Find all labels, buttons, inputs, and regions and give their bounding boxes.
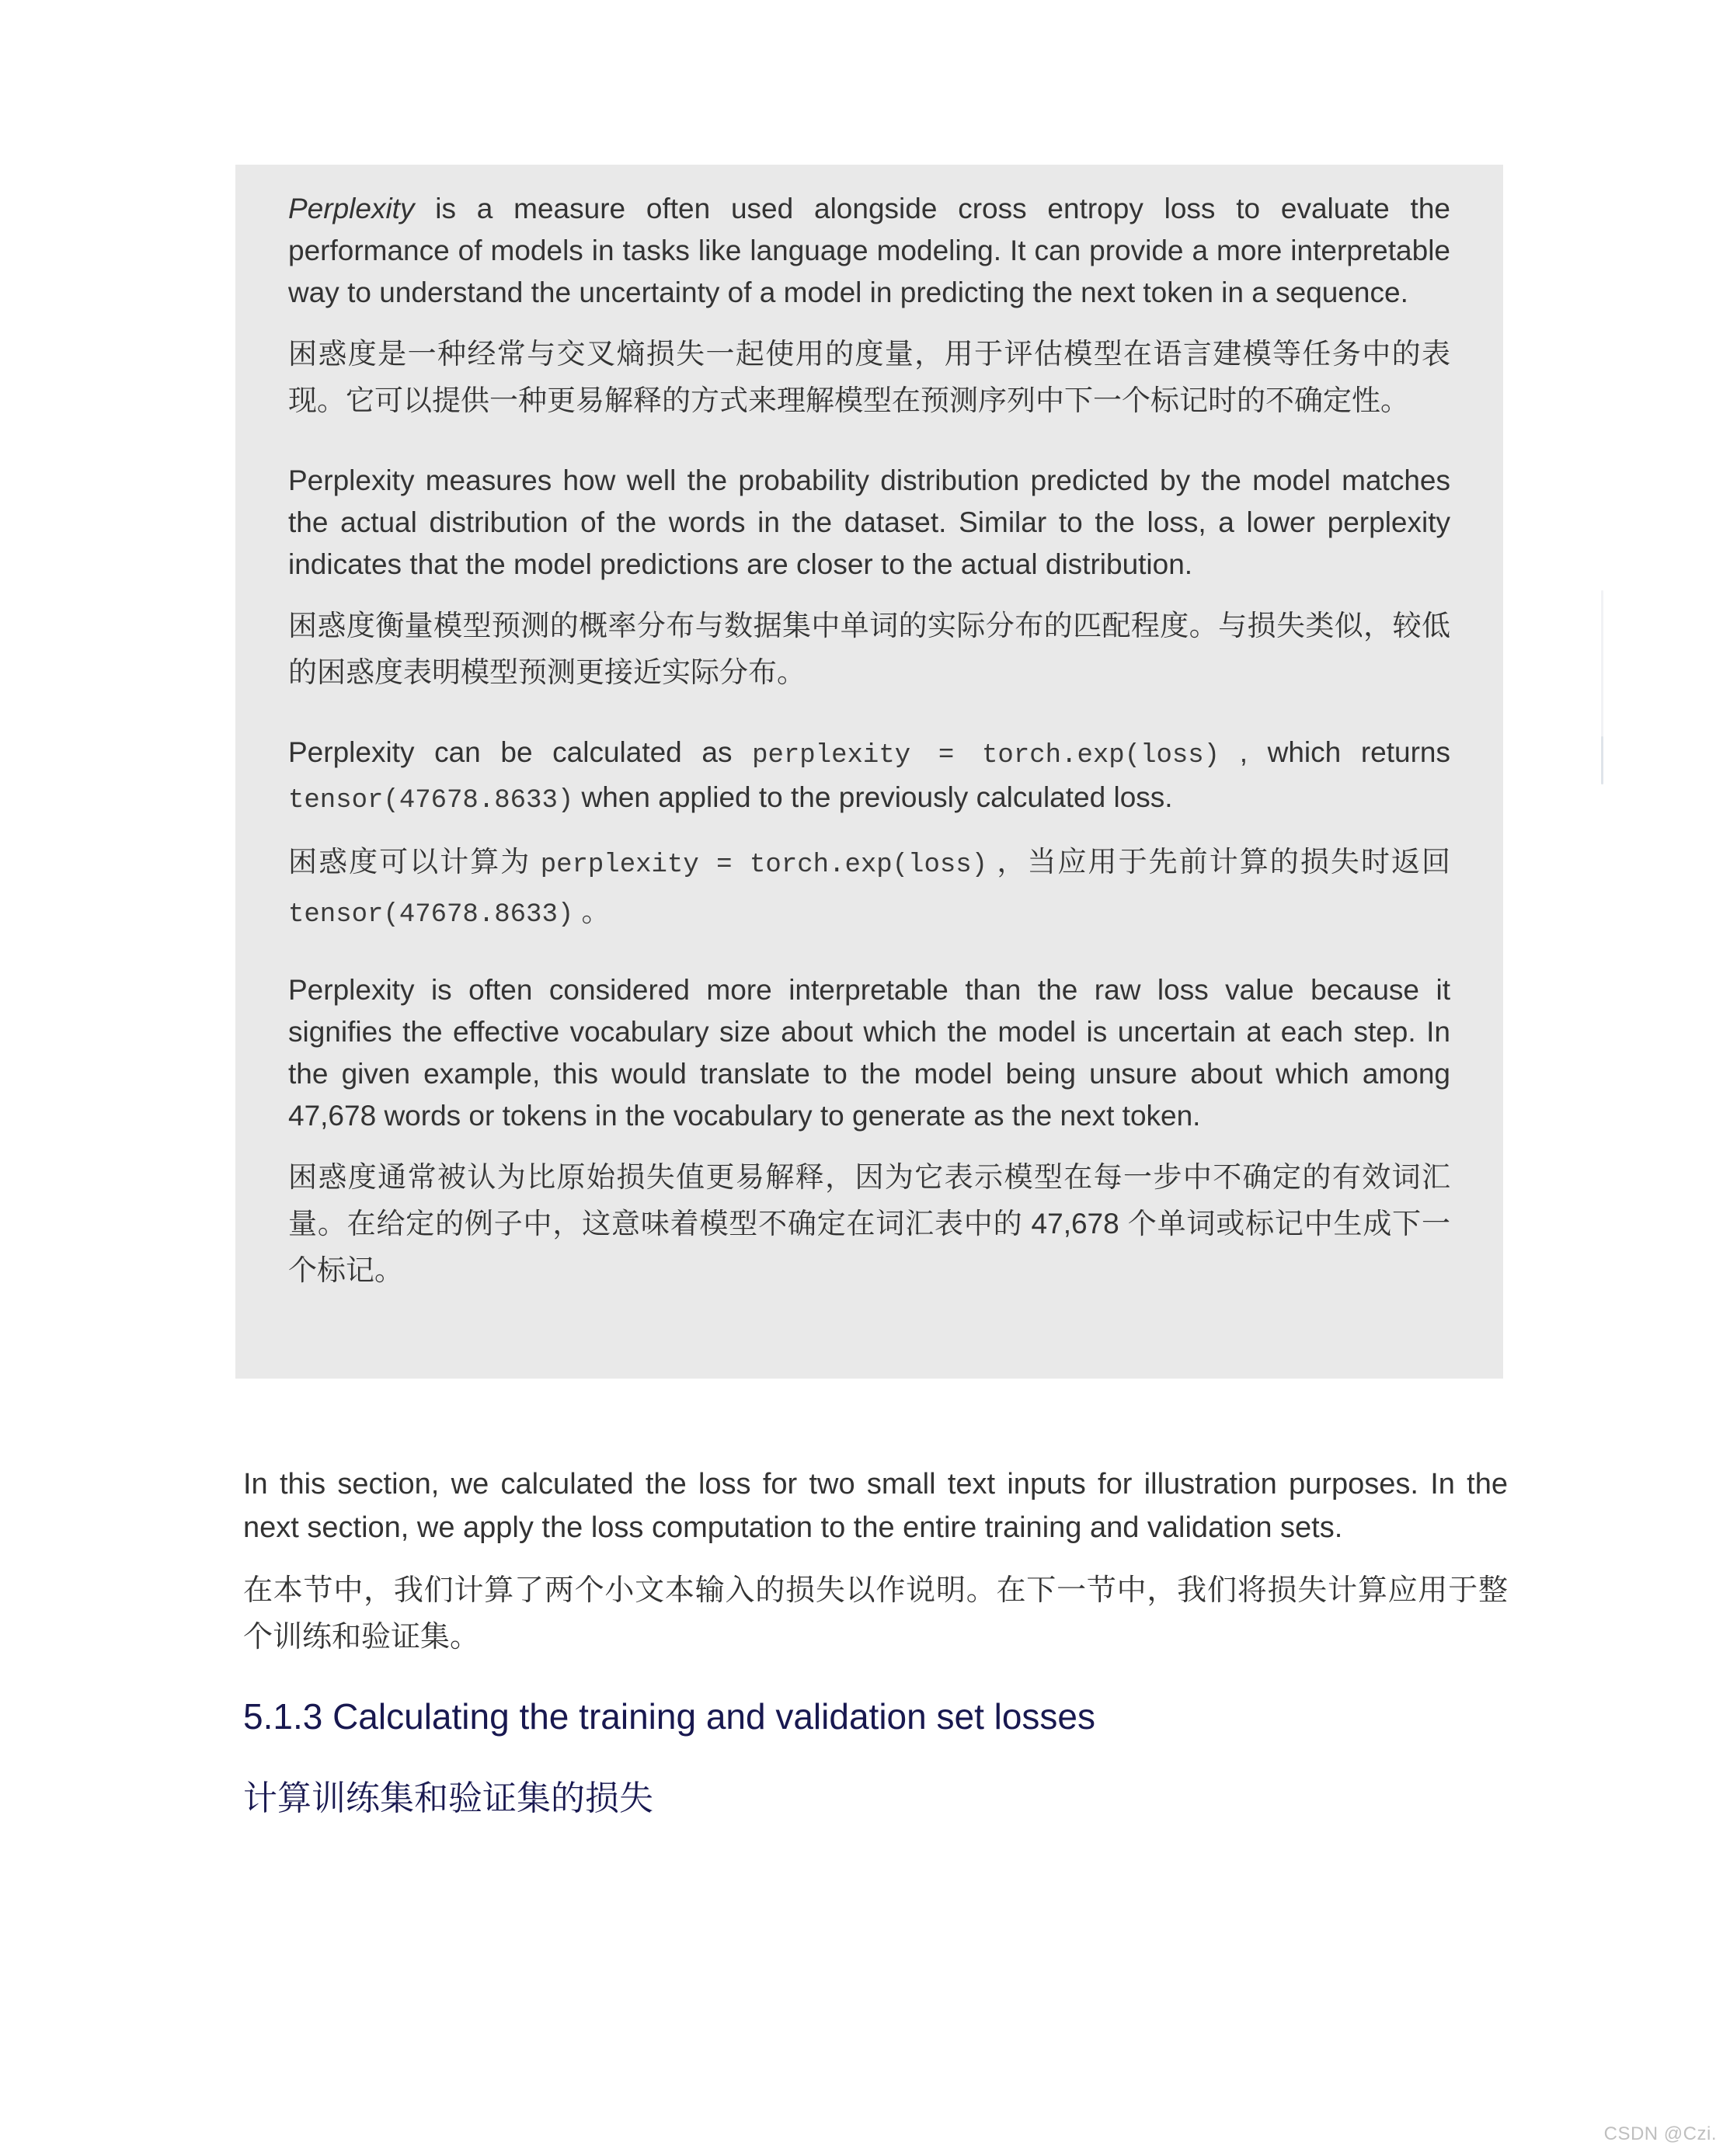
note-paragraph-zh-1: 困惑度是一种经常与交叉熵损失一起使用的度量，用于评估模型在语言建模等任务中的表现。它可以提供一种更易解释的方式来理解模型在预测序列中下一个标记时的不确定性。 bbox=[288, 338, 1450, 416]
csdn-watermark: CSDN @Czi. bbox=[1603, 2123, 1717, 2144]
note-paragraph-zh-4: 困惑度通常被认为比原始损失值更易解释，因为它表示模型在每一步中不确定的有效词汇量。在给定的例子中，这意味着模型不确定在词汇表中的 47,678 个单词或标记中生成下一个标记。 bbox=[288, 1161, 1450, 1286]
note-box bbox=[235, 165, 1503, 1379]
note-p5-text-1: Perplexity can be calculated as bbox=[288, 736, 753, 768]
note-p5-text-3: when applied to the previously calculated loss. bbox=[573, 781, 1173, 813]
note-paragraph-en-4: Perplexity is often considered more interpretable than the raw loss value because it signifies the effective vocabulary size about which the model is uncertain at each step. In the given example, this would translate to the model being unsure about which among 47,678 words or tokens in the vocabulary to generate as the next token. bbox=[288, 974, 1450, 1132]
inline-code-perplexity-formula-zh: perplexity = torch.exp(loss) bbox=[540, 850, 988, 880]
body-paragraph-zh: 在本节中，我们计算了两个小文本输入的损失以作说明。在下一节中，我们将损失计算应用于整个训练和验证集。 bbox=[243, 1574, 1508, 1654]
scrollbar-thumb[interactable] bbox=[1601, 736, 1603, 784]
note-p6-text-2: ，当应用于先前计算的损失时返回 bbox=[987, 846, 1451, 878]
note-p5-text-2: , which returns bbox=[1220, 736, 1451, 768]
note-paragraph-en-2: Perplexity measures how well the probability distribution predicted by the model matches the actual distribution of the words in the dataset. Similar to the loss, a lower perplexity indicates that the model predictions are closer to the actual distribution. bbox=[288, 464, 1450, 580]
section-heading-en: 5.1.3 Calculating the training and validation set losses bbox=[243, 1696, 1096, 1737]
note-paragraph-en-1-text: is a measure often used alongside cross entropy loss to evaluate the performance of models in tasks like language modeling. It can provide a more interpretable way to understand the uncertainty of a model in predicting the next token in a sequence. bbox=[288, 193, 1450, 308]
note-paragraph-zh-2: 困惑度衡量模型预测的概率分布与数据集中单词的实际分布的匹配程度。与损失类似，较低的困惑度表明模型预测更接近实际分布。 bbox=[288, 610, 1450, 688]
note-paragraph-en-3 bbox=[288, 732, 1450, 822]
body-paragraph-en: In this section, we calculated the loss for two small text inputs for illustration purposes. In the next section, we apply the loss computation to the entire training and validation sets. bbox=[243, 1468, 1508, 1544]
section-heading-zh: 计算训练集和验证集的损失 bbox=[243, 1779, 653, 1817]
note-paragraph-en-1 bbox=[288, 188, 1450, 314]
inline-code-perplexity-formula: perplexity = torch.exp(loss) bbox=[752, 741, 1220, 770]
note-paragraph-zh-3 bbox=[288, 839, 1450, 938]
note-p6-text-3: 。 bbox=[573, 895, 611, 927]
inline-code-tensor-value: tensor(47678.8633) bbox=[288, 786, 574, 815]
inline-code-tensor-value-zh: tensor(47678.8633) bbox=[288, 900, 574, 930]
perplexity-lead-word: Perplexity bbox=[288, 193, 415, 224]
note-p6-text-1: 困惑度可以计算为 bbox=[288, 846, 541, 878]
